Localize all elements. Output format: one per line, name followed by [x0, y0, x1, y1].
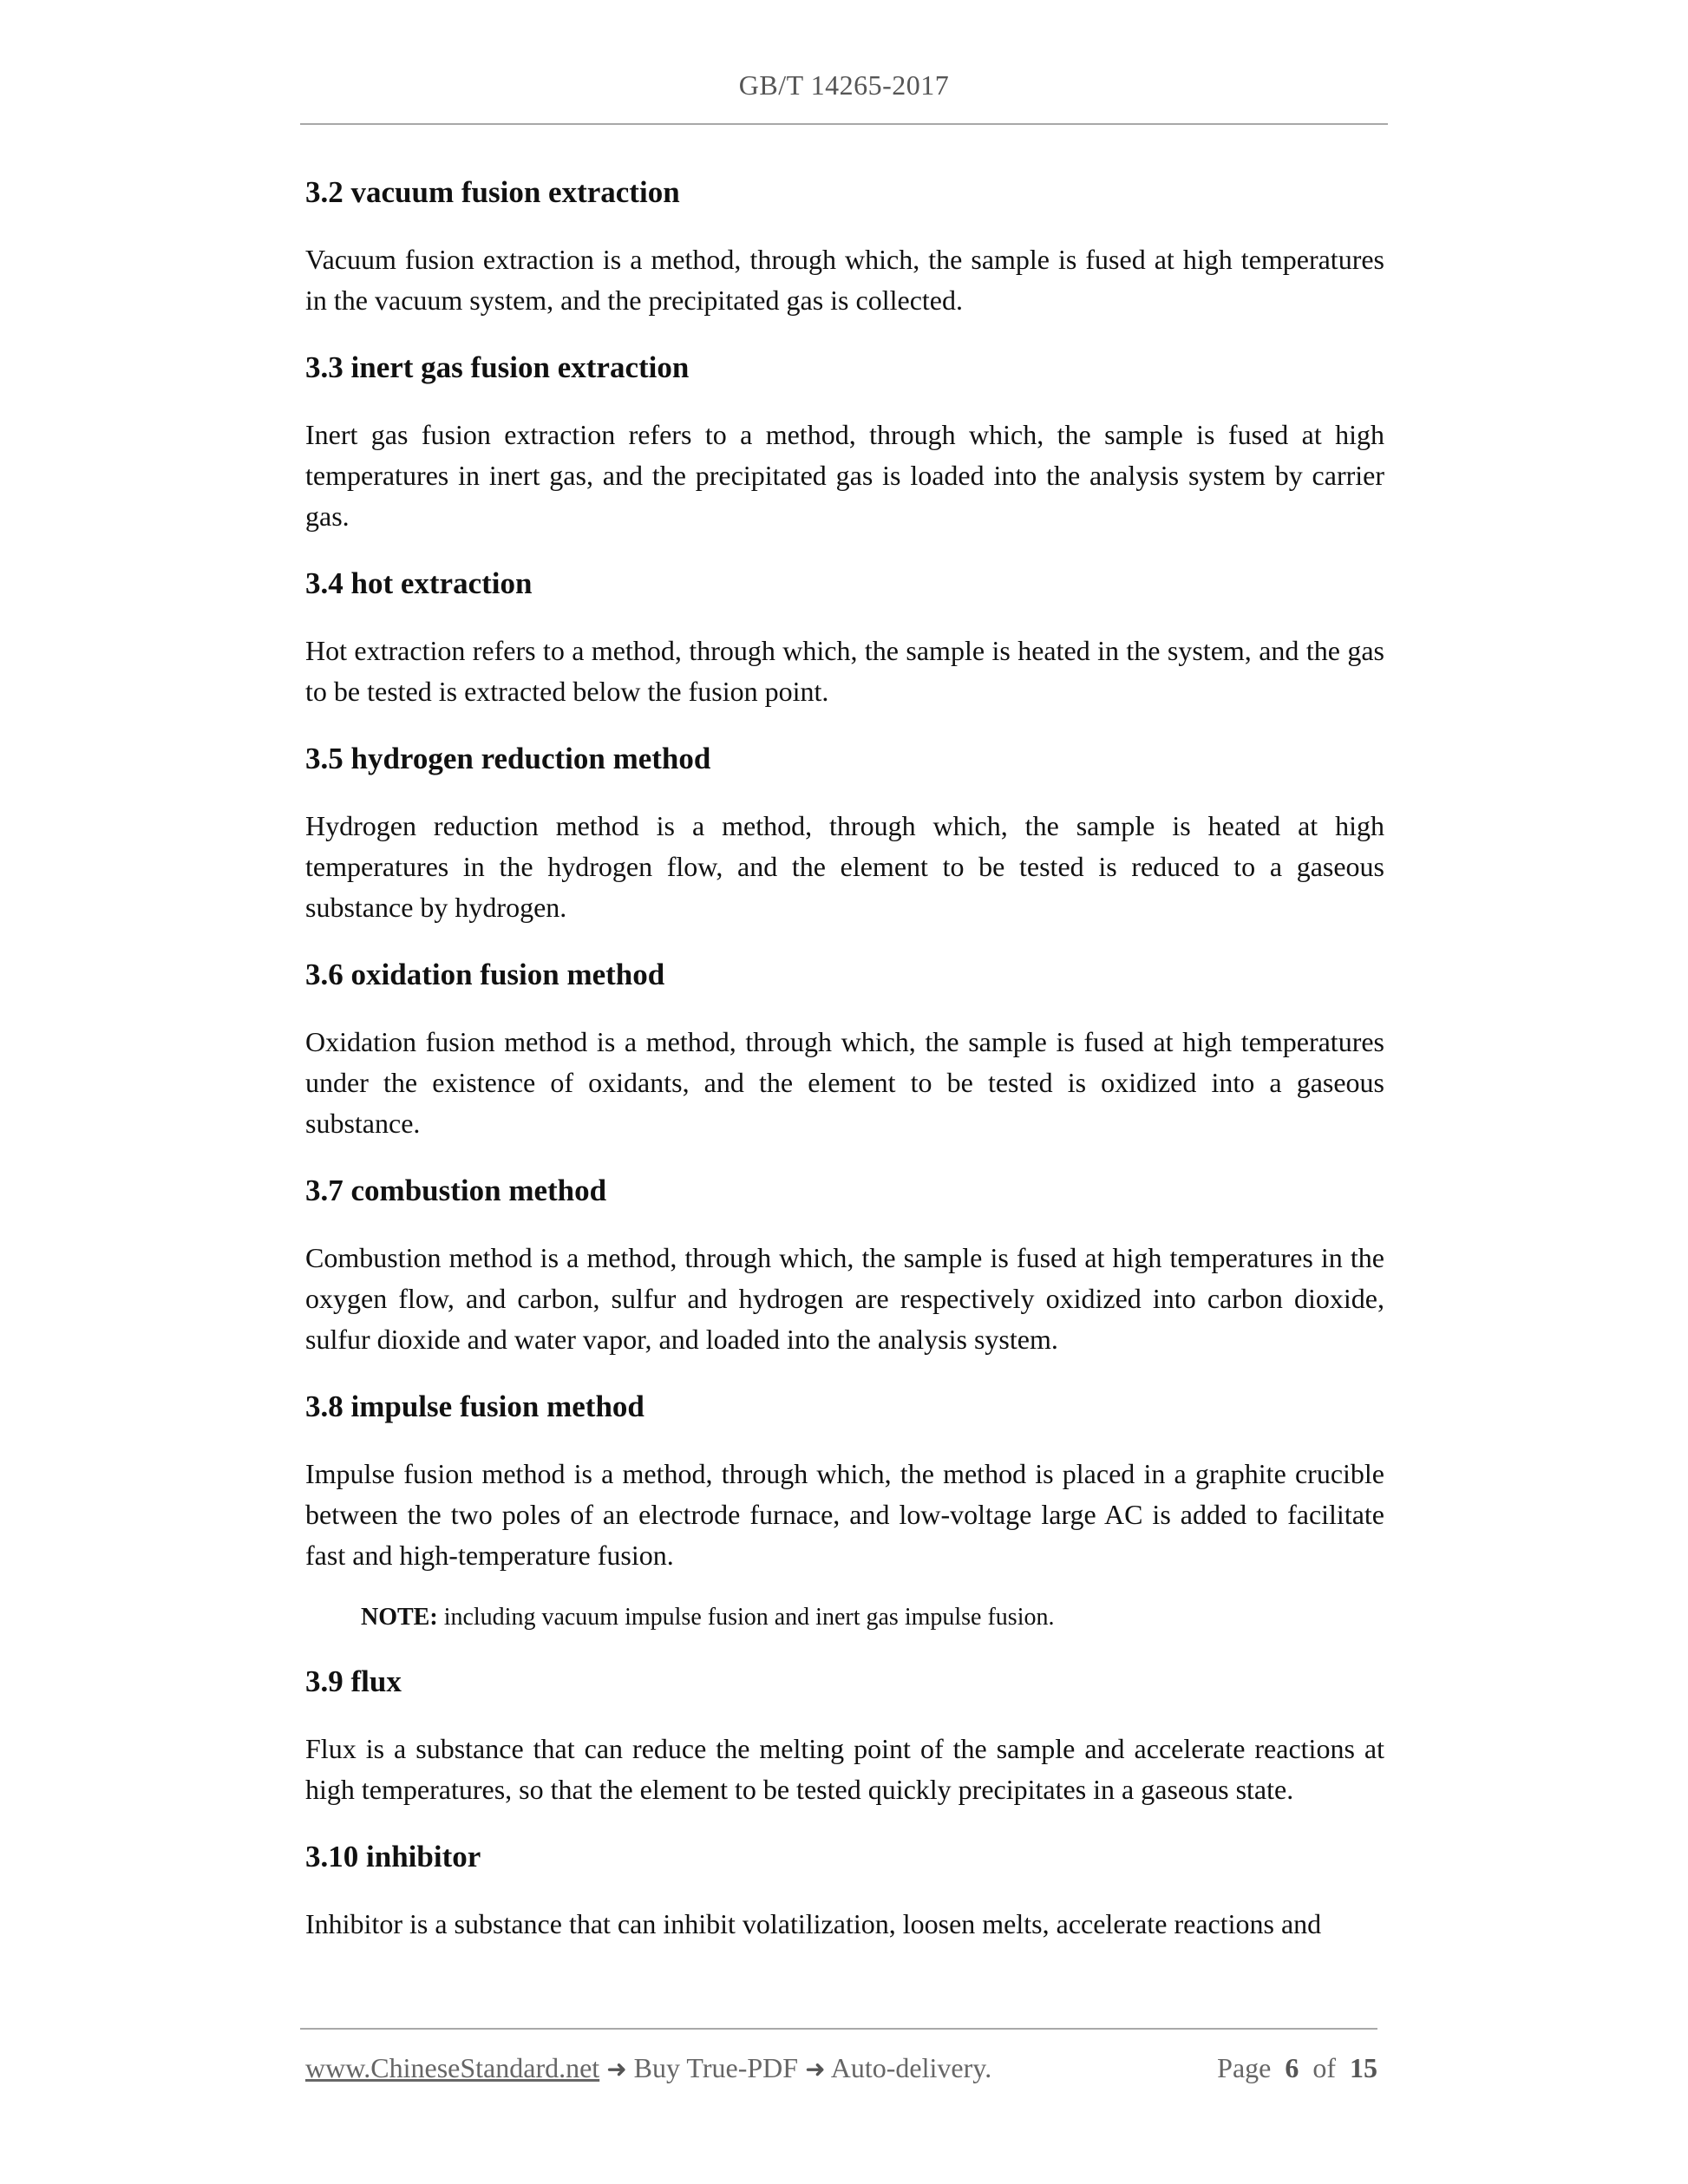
buy-text: Buy True-PDF	[633, 2052, 799, 2083]
section-paragraph: Impulse fusion method is a method, through which, the method is placed in a graphite crucible between the two poles of an electrode furnace, and low-voltage large AC is added to facilitate fast and high-temperature fusion.	[305, 1458, 1384, 1571]
section-3-9	[305, 1659, 1384, 1810]
section-3-10	[305, 1834, 1384, 1945]
page-number: 6	[1285, 2052, 1299, 2083]
section-paragraph: Combustion method is a method, through which, the sample is fused at high temperatures in the oxygen flow, and carbon, sulfur and hydrogen are respectively oxidized into carbon dioxide, sulfur dioxide and water vapor, and loaded into the analysis system.	[305, 1242, 1384, 1355]
document-body	[305, 170, 1384, 1969]
footer-promo	[305, 2049, 991, 2089]
section-paragraph: Vacuum fusion extraction is a method, through which, the sample is fused at high temperatures in the vacuum system, and the precipitated gas is collected.	[305, 244, 1384, 316]
section-heading: 3.8 impulse fusion method	[305, 1390, 644, 1423]
section-paragraph: Oxidation fusion method is a method, through which, the sample is fused at high temperatures under the existence of oxidants, and the element to be tested is oxidized into a gaseous substance.	[305, 1026, 1384, 1139]
note-text: including vacuum impulse fusion and inert gas impulse fusion.	[443, 1604, 1055, 1631]
note	[361, 1600, 1384, 1635]
section-3-6	[305, 952, 1384, 1144]
section-heading: 3.4 hot extraction	[305, 566, 533, 600]
section-3-5	[305, 736, 1384, 928]
website-link[interactable]: www.ChineseStandard.net	[305, 2052, 600, 2083]
footer-divider	[300, 2028, 1377, 2030]
section-paragraph: Inert gas fusion extraction refers to a method, through which, the sample is fused at high temperatures in inert gas, and the precipitated gas is loaded into the analysis system by carrier gas.	[305, 419, 1384, 532]
section-heading: 3.6 oxidation fusion method	[305, 958, 665, 991]
header-divider	[300, 123, 1388, 125]
section-3-7	[305, 1168, 1384, 1360]
section-paragraph: Flux is a substance that can reduce the melting point of the sample and accelerate reactions at high temperatures, so that the element to be tested quickly precipitates in a gaseous state.	[305, 1733, 1384, 1805]
right-arrow-icon: ➜	[805, 2055, 826, 2083]
section-heading: 3.5 hydrogen reduction method	[305, 742, 711, 775]
page-label: Page	[1217, 2052, 1272, 2083]
section-heading: 3.3 inert gas fusion extraction	[305, 350, 690, 384]
section-paragraph: Inhibitor is a substance that can inhibit volatilization, loosen melts, accelerate reactions and	[305, 1908, 1322, 1939]
section-paragraph: Hydrogen reduction method is a method, through which, the sample is heated at high temperatures in the hydrogen flow, and the element to be tested is reduced to a gaseous substance by hydrogen.	[305, 810, 1384, 923]
note-label: NOTE:	[361, 1604, 438, 1631]
section-heading: 3.2 vacuum fusion extraction	[305, 175, 680, 209]
section-heading: 3.9 flux	[305, 1664, 402, 1698]
document-header: GB/T 14265-2017	[738, 69, 950, 101]
page-indicator	[1217, 2049, 1377, 2087]
section-3-3	[305, 345, 1384, 537]
right-arrow-icon: ➜	[606, 2055, 627, 2083]
section-3-8	[305, 1384, 1384, 1635]
section-3-4	[305, 561, 1384, 712]
section-paragraph: Hot extraction refers to a method, through which, the sample is heated in the system, and the gas to be tested is extracted below the fusion point.	[305, 635, 1384, 707]
section-heading: 3.10 inhibitor	[305, 1840, 481, 1873]
of-label: of	[1312, 2052, 1336, 2083]
section-3-2	[305, 170, 1384, 321]
section-heading: 3.7 combustion method	[305, 1174, 607, 1207]
page-total: 15	[1350, 2052, 1377, 2083]
delivery-text: Auto-delivery.	[830, 2052, 992, 2083]
